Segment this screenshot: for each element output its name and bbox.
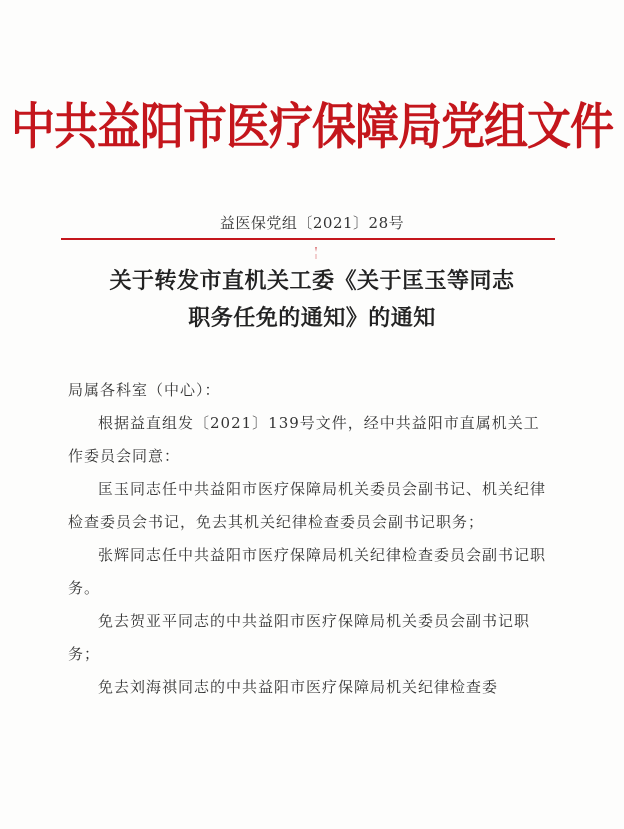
body-paragraph-4: 免去贺亚平同志的中共益阳市医疗保障局机关委员会副书记职务； [68, 612, 531, 663]
title-line-1: 关于转发市直机关工委《关于匡玉等同志 [109, 268, 515, 294]
salutation: 局属各科室（中心）： [68, 381, 221, 399]
red-header-title: 中共益阳市医疗保障局党组文件 [11, 98, 613, 156]
body-paragraph-5: 免去刘海祺同志的中共益阳市医疗保障局机关纪律检查委 [98, 678, 499, 696]
document-title [60, 263, 564, 337]
document-body [68, 374, 546, 704]
red-divider-line [61, 238, 555, 240]
scan-mark-icon [310, 246, 322, 260]
body-paragraph-2: 匡玉同志任中共益阳市医疗保障局机关委员会副书记、机关纪律检查委员会书记，免去其机关纪律检查委员会副书记职务； [68, 480, 547, 531]
title-line-2: 职务任免的通知》的通知 [188, 305, 436, 331]
document-number: 益医保党组〔2021〕28号 [219, 214, 405, 232]
body-paragraph-3: 张辉同志任中共益阳市医疗保障局机关纪律检查委员会副书记职务。 [68, 546, 547, 597]
body-paragraph-1: 根据益直组发〔2021〕139号文件，经中共益阳市直属机关工作委员会同意： [68, 414, 540, 465]
